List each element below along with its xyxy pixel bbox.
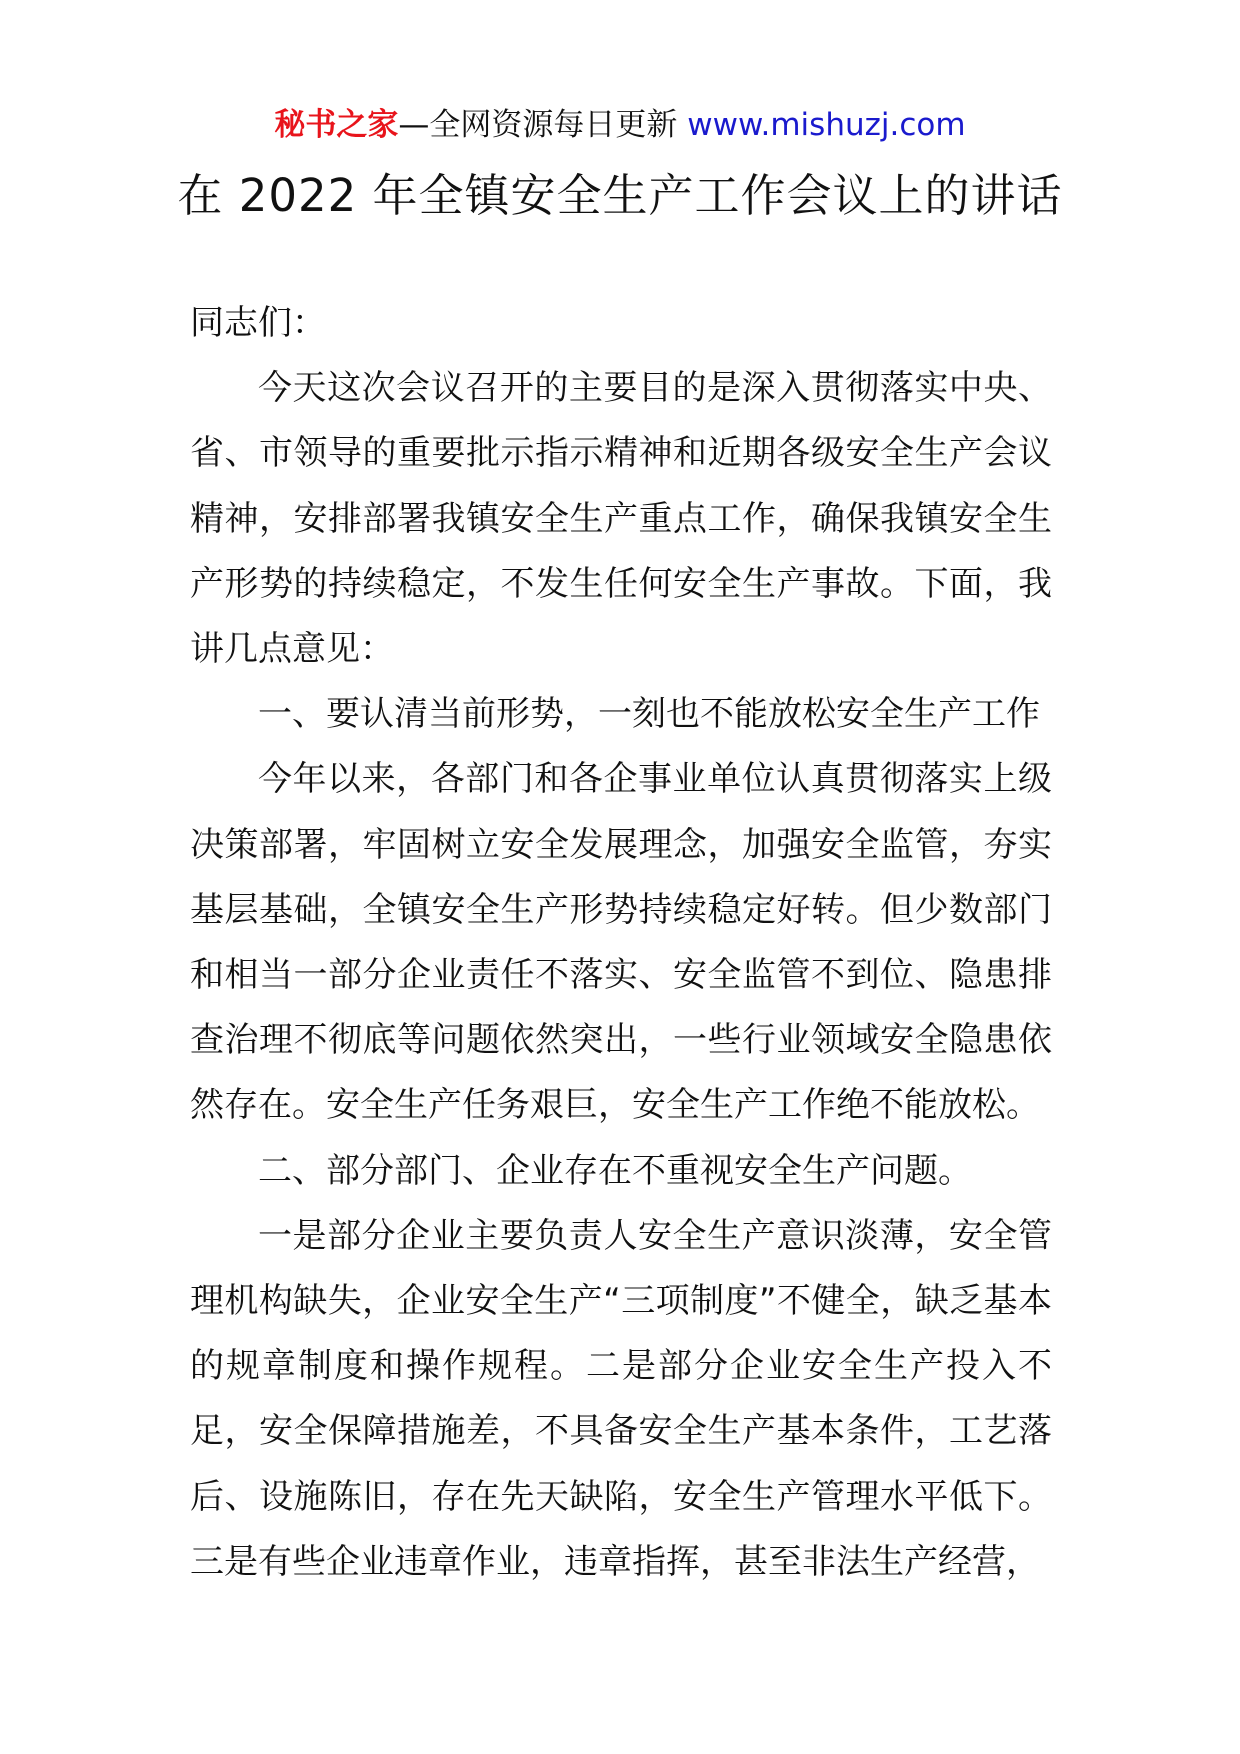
paragraph-intro: 今天这次会议召开的主要目的是深入贯彻落实中央、省、市领导的重要批示指示精神和近期各级安全生产会议精神，安排部署我镇安全生产重点工作，确保我镇安全生产形势的持续稳定，不发生任何安全生产事故。下面，我讲几点意见：	[190, 368, 1052, 670]
paragraph-situation: 今年以来，各部门和各企事业单位认真贯彻落实上级决策部署，牢固树立安全发展理念，加强安全监管，夯实基层基础，全镇安全生产形势持续稳定好转。但少数部门和相当一部分企业责任不落实、安全监管不到位、隐患排查治理不彻底等问题依然突出，一些行业领域安全隐患依然存在。安全生产任务艰巨，安全生产工作绝不能放松。	[190, 759, 1052, 1126]
salutation: 同志们：	[190, 303, 326, 343]
paragraph-problems: 一是部分企业主要负责人安全生产意识淡薄，安全管理机构缺失，企业安全生产“三项制度”不健全，缺乏基本的规章制度和操作规程。二是部分企业安全生产投入不足，安全保障措施差，不具备安全生产基本条件，工艺落后、设施陈旧，存在先天缺陷，安全生产管理水平低下。三是有些企业违章作业，违章指挥，甚至非法生产经营，	[190, 1215, 1052, 1582]
site-url-link[interactable]: www.mishuzj.com	[687, 107, 966, 143]
section-heading-1: 一、要认清当前形势，一刻也不能放松安全生产工作	[258, 694, 1040, 735]
document-body	[190, 291, 1052, 1595]
header-slogan: —全网资源每日更新	[398, 107, 688, 143]
site-header	[0, 103, 1240, 147]
brand-name: 秘书之家	[274, 107, 399, 143]
section-heading-2: 二、部分部门、企业存在不重视安全生产问题。	[258, 1150, 972, 1191]
document-title: 在 2022 年全镇安全生产工作会议上的讲话	[177, 169, 1063, 222]
